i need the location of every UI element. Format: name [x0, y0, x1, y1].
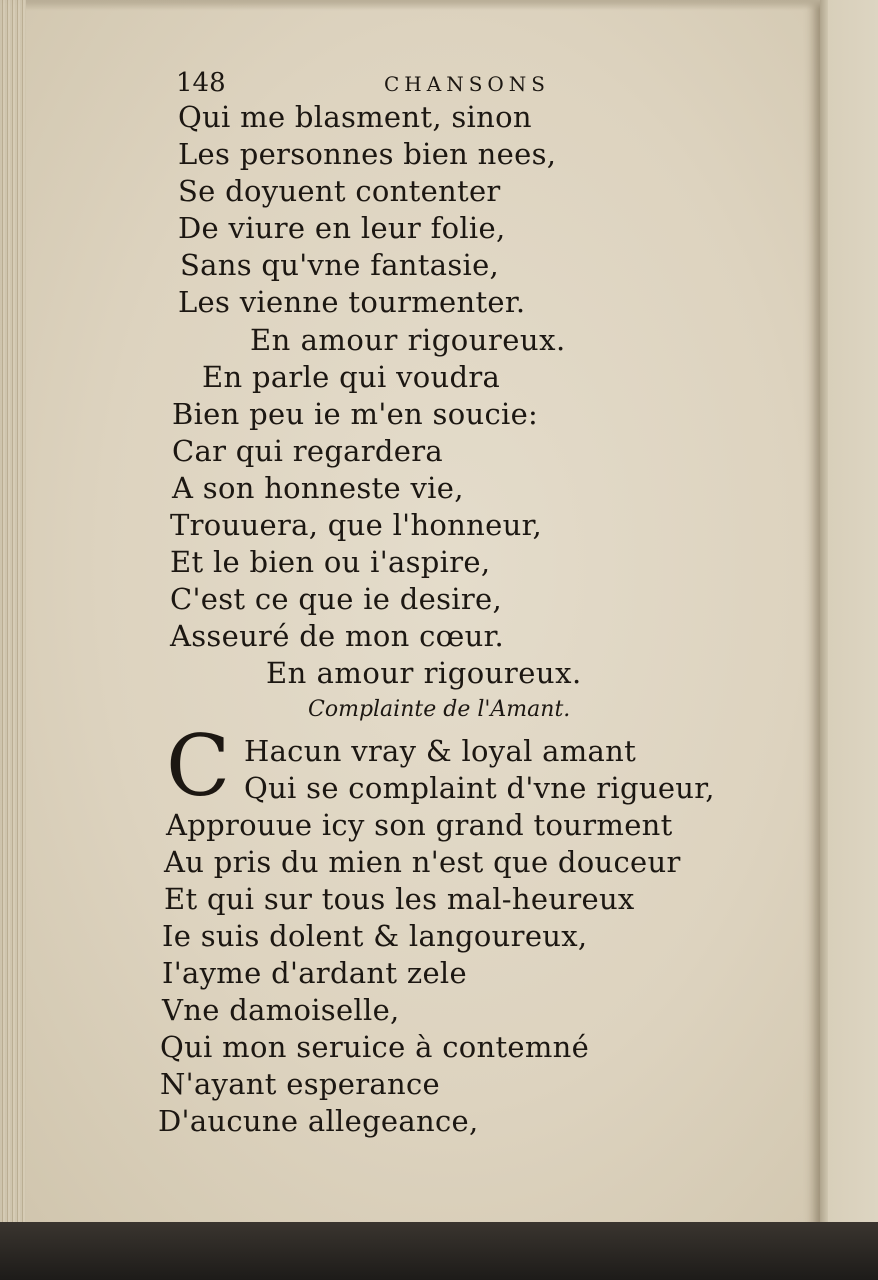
verse-line: Asseuré de mon cœur.: [170, 619, 505, 653]
verse-line: Qui mon seruice à contemné: [160, 1030, 590, 1064]
verse-line: Bien peu ie m'en soucie:: [172, 397, 539, 431]
page-stack-edges: [0, 0, 26, 1258]
page-top-edge: [26, 0, 820, 10]
verse-line: De viure en leur folie,: [178, 211, 506, 245]
verse-line: Sans qu'vne fantasie,: [180, 248, 500, 282]
verse-line: Les vienne tourmenter.: [178, 285, 526, 319]
verse-line: Approuue icy son grand tourment: [166, 808, 673, 842]
verse-line: Ie suis dolent & langoureux,: [162, 919, 588, 953]
refrain-line: En amour rigoureux.: [250, 323, 566, 357]
poem-title: Complainte de l'Amant.: [308, 697, 571, 722]
verse-line: Et qui sur tous les mal-heureux: [164, 882, 635, 916]
verse-line: I'ayme d'ardant zele: [162, 956, 467, 990]
page-number: 148: [176, 68, 226, 98]
verse-line: D'aucune allegeance,: [158, 1104, 479, 1138]
verse-line: Qui se complaint d'vne rigueur,: [244, 771, 715, 805]
verse-line: Les personnes bien nees,: [178, 137, 557, 171]
verse-line: Vne damoiselle,: [162, 993, 400, 1027]
book-cover-shadow: [0, 1222, 878, 1280]
verse-line: A son honneste vie,: [172, 471, 464, 505]
verse-line: En parle qui voudra: [202, 360, 501, 394]
verse-line: Trouuera, que l'honneur,: [170, 508, 543, 542]
verse-line: Qui me blasment, sinon: [178, 100, 532, 134]
running-head: CHANSONS: [384, 72, 550, 96]
verse-line: Se doyuent contenter: [178, 174, 501, 208]
drop-cap: C: [166, 717, 231, 815]
verse-line: Hacun vray & loyal amant: [244, 734, 637, 768]
verse-line: Car qui regardera: [172, 434, 444, 468]
verse-line: Au pris du mien n'est que douceur: [164, 845, 681, 879]
verse-line: N'ayant esperance: [160, 1067, 440, 1101]
refrain-line: En amour rigoureux.: [266, 656, 582, 690]
verse-line: C'est ce que ie desire,: [170, 582, 503, 616]
verse-line: Et le bien ou i'aspire,: [170, 545, 491, 579]
